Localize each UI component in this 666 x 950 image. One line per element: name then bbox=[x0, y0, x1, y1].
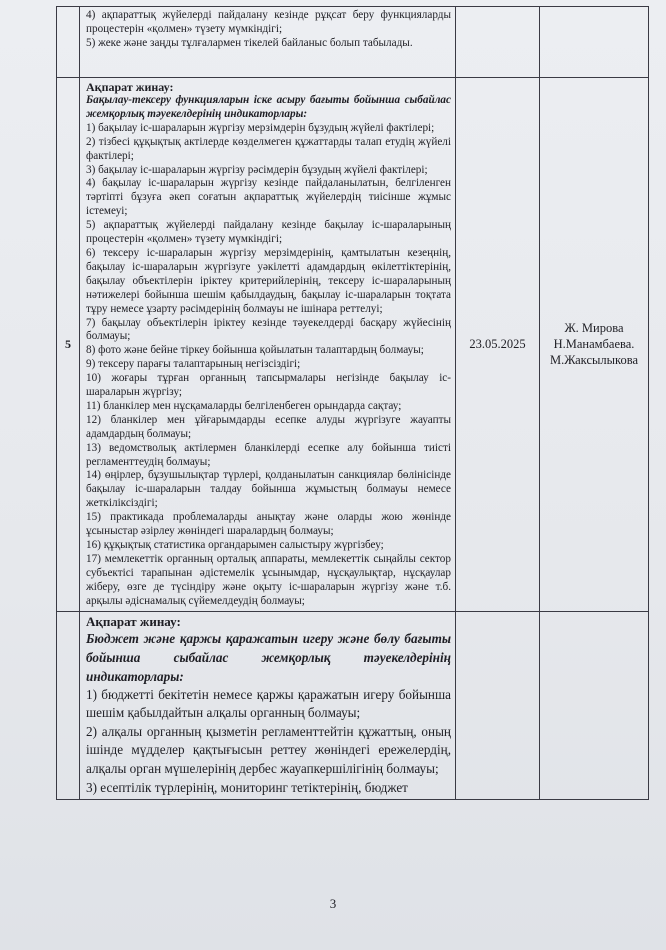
date-cell: 23.05.2025 bbox=[456, 78, 540, 612]
list-item: 15) практикада проблемаларды анықтау және оларды жою жөнінде ұсыныстар әзірлеу жөніндегі шаралардың болмауы; bbox=[86, 511, 451, 538]
responsible-cell bbox=[540, 7, 649, 78]
list-item: 10) жоғары тұрған органның тапсырмалары негізінде бақылау іс-шараларын жүргізу; bbox=[86, 372, 451, 399]
measures-table bbox=[56, 6, 649, 800]
list-item: 3) есептілік түрлерінің, мониторинг тетіктерінің, бюджет bbox=[86, 779, 408, 795]
list-item: 8) фото және бейне тіркеу бойынша қойылатын талаптардың болмауы; bbox=[86, 344, 424, 357]
list-item: 4) бақылау іс-шараларын жүргізу кезінде пайдаланылатын, белгіленген тәртіпті бұзуға әкеп соғатын ақпараттық жүйелердің тиісінше жұмыс істемеуі; bbox=[86, 177, 451, 218]
page-number: 3 bbox=[329, 896, 337, 911]
list-item: 3) бақылау іс-шараларын жүргізу рәсімдерін бұзудың жүйелі фактілері; bbox=[86, 163, 428, 176]
date-cell bbox=[456, 611, 540, 800]
list-item: 2) тізбесі құқықтық актілерде көзделмеген құжаттарды талап етудің жүйелі фактілері; bbox=[86, 135, 451, 162]
list-item: 11) бланкілер мен нұсқамаларды белгіленбеген орындарда сақтау; bbox=[86, 399, 402, 412]
list-item: 13) ведомстволық актілермен бланкілерді есепке алу бойынша тиісті регламенттеудің болмауы; bbox=[86, 441, 451, 468]
section-heading: Ақпарат жинау: bbox=[86, 80, 174, 94]
table-row bbox=[57, 7, 649, 78]
list-item: 16) құқықтық статистика органдарымен салыстыру жүргізбеу; bbox=[86, 539, 384, 551]
content-cell bbox=[80, 611, 456, 800]
responsible-person: Н.Манамбаева. bbox=[553, 337, 635, 352]
row-number: 5 bbox=[57, 78, 80, 612]
section-subheading: Бақылау-тексеру функцияларын іске асыру бағыты бойынша сыбайлас жемқорлық тәуекелдерінің индикаторлары: bbox=[86, 94, 451, 120]
list-item: 14) өңірлер, бұзушылықтар түрлері, қолданылатын санкциялар бөлінісінде бақылау іс-шараларын талдау бойынша жұмыстың болмауы немесе жеткіліксіздігі; bbox=[86, 469, 451, 510]
row-number-cell bbox=[57, 7, 80, 78]
table-row bbox=[57, 611, 649, 800]
list-item: 5) ақпараттық жүйелерді пайдалану кезінде бақылау іс-шараларының процестерін «қолмен» түзету мүмкіндігі; bbox=[86, 219, 451, 246]
list-item: 17) мемлекеттік органның орталық аппараты, мемлекеттік сыңайлы сектор субъектісі тарапынан әдістемелік ұсынымдар, нұсқаулықтар, нұсқаулар жіберу, өзге де түсіндіру және оқыту іс-шараларын жүргізу және т.б. арқылы әдіснамалық сүйемелдеудің болмауы; bbox=[86, 552, 451, 607]
row-number-cell bbox=[57, 611, 80, 800]
list-item: 5) жеке және заңды тұлғалармен тікелей байланыс болып табылады. bbox=[86, 36, 413, 49]
section-heading: Ақпарат жинау: bbox=[86, 613, 181, 629]
list-item: 1) бюджетті бекітетін немесе қаржы қаражатын игеру бойынша шешім қабылдайтын алқалы органның болмауы; bbox=[86, 686, 451, 721]
list-item: 2) алқалы органның қызметін регламенттейтін құжаттың, оның ішінде мүдделер қақтығысын реттеу жөніндегі ережелердің, алқалы орган мүшелерінің дербес жауапкершілігінің болмауы; bbox=[86, 723, 451, 776]
list-item: 9) тексеру парағы талаптарының негізсіздігі; bbox=[86, 358, 301, 371]
list-item: 4) ақпараттық жүйелерді пайдалану кезінде рұқсат беру функцияларды процестерін «қолмен» түзету мүмкіндігі; bbox=[86, 9, 451, 35]
list-item: 7) бақылау объектілерін іріктеу кезінде тәуекелдерді басқару жүйесінің болмауы; bbox=[86, 316, 451, 343]
content-cell bbox=[80, 7, 456, 78]
list-item: 12) бланкілер мен ұйғарымдарды есепке алуды жүргізуге жауапты адамдардың болмауы; bbox=[86, 413, 451, 440]
list-item: 1) бақылау іс-шараларын жүргізу мерзімдерін бұзудың жүйелі фактілері; bbox=[86, 121, 435, 134]
responsible-cell bbox=[540, 78, 649, 612]
date-cell bbox=[456, 7, 540, 78]
section-subheading: Бюджет және қаржы қаражатын игеру және бөлу бағыты бойынша сыбайлас жемқорлық тәуекелдерінің индикаторлары: bbox=[86, 630, 451, 684]
responsible-person: Ж. Мирова bbox=[564, 321, 624, 336]
list-item: 6) тексеру іс-шараларын жүргізу мерзімдерінің, қамтылатын кезеңнің, бақылау іс-шараларын жүргізуге уәкілетті адамдардың өкілеттіктерінің, бақылау объектілерін іріктеу критерийлерінің, тексеру іс-шараларының нәтижелері бойынша шешім қабылдаудың, бақылау іс-шараларын тоқтата тұру немесе ұзарту рәсімдерінің болмауы не ішінара реттелуі; bbox=[86, 246, 451, 315]
responsible-cell bbox=[540, 611, 649, 800]
responsible-person: М.Жаксылыкова bbox=[550, 353, 638, 368]
table-row bbox=[57, 78, 649, 612]
content-cell bbox=[80, 78, 456, 612]
